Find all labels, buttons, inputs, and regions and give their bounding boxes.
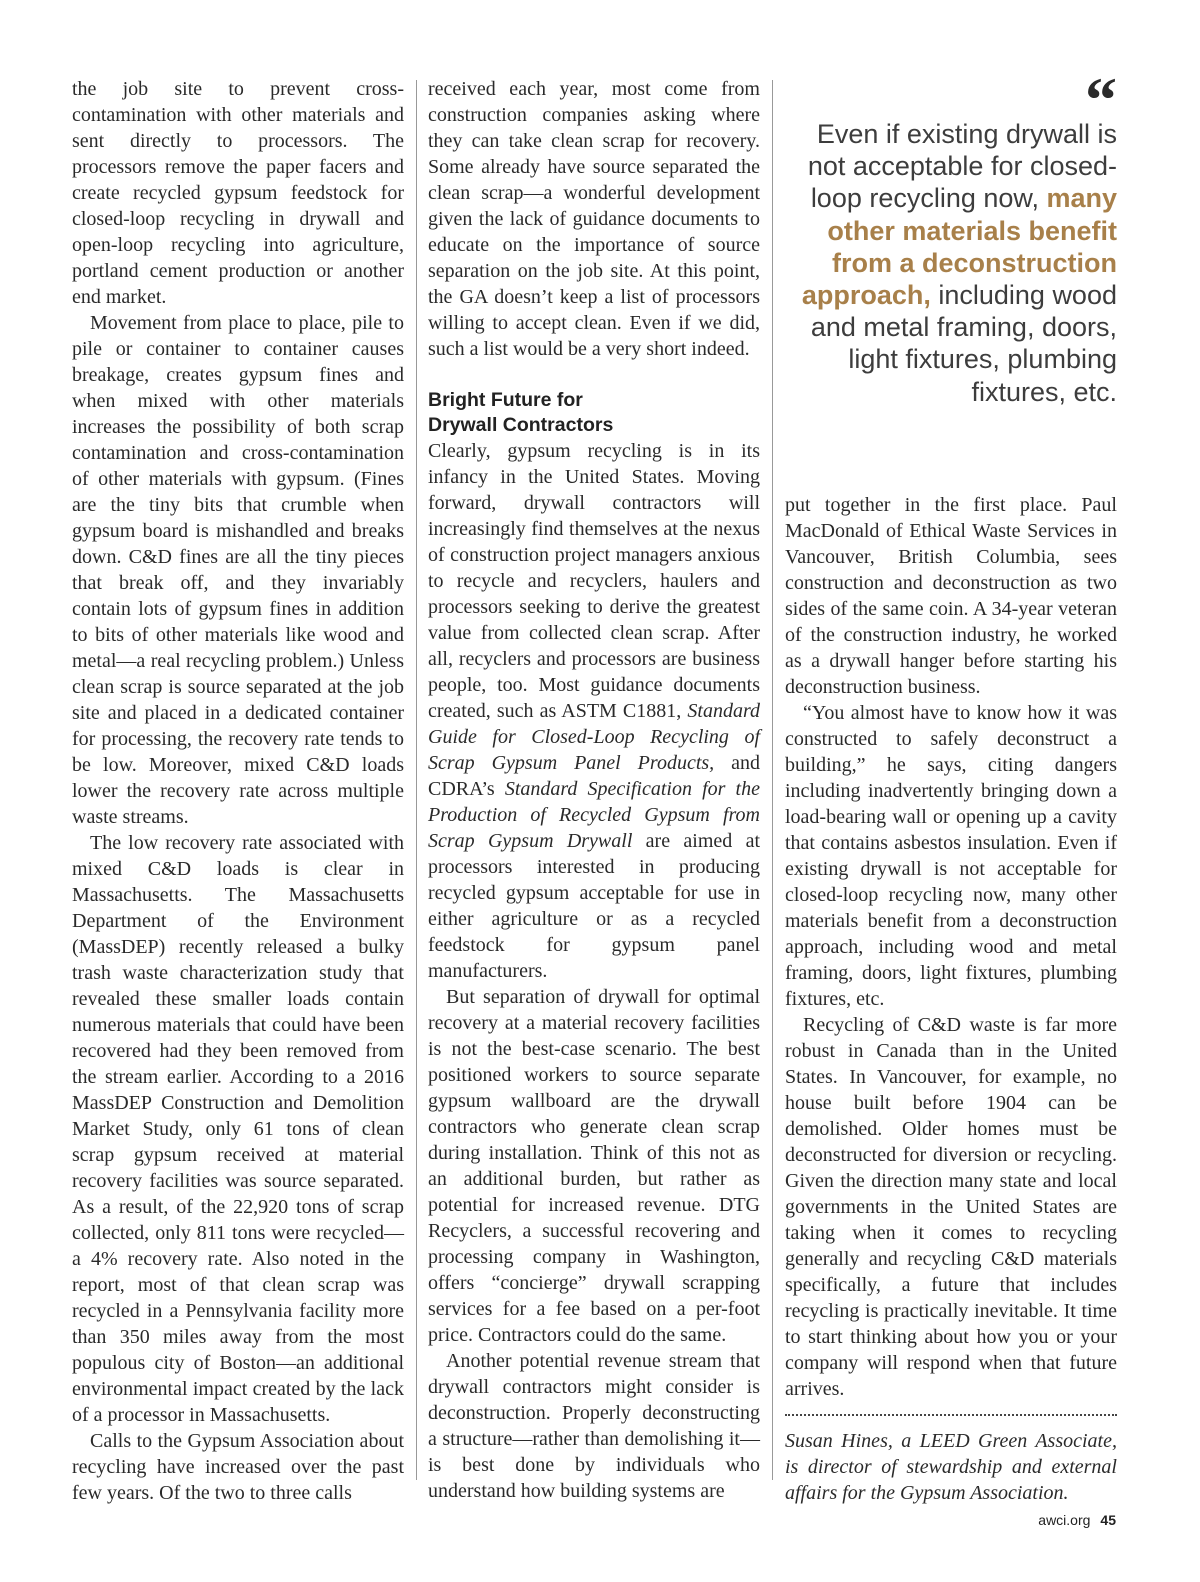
heading-line: Drywall Contractors bbox=[428, 414, 614, 436]
column-divider bbox=[416, 80, 417, 1480]
quote-highlight: many other materials benefit from a deconstruction approach, bbox=[801, 183, 1117, 311]
quote-text: Even if existing drywall is not acceptable for closed-loop recycling now, bbox=[807, 119, 1117, 214]
text: and CDRA’s bbox=[428, 752, 760, 800]
paragraph: The low recovery rate associated with mixed C&D loads is clear in Massachusetts. The Massachusetts Department of the Environment (MassDEP) recently released a bulky trash waste characterization study that revealed these smaller loads contain numerous materials that could have been recovered had they been removed from the stream earlier. According to a 2016 MassDEP Construction and Demolition Market Study, only 61 tons of clean scrap gypsum received at material recovery facilities was source separated. As a result, of the 22,920 tons of scrap collected, only 811 tons were recycled—a 4% recovery rate. Also noted in the report, most of that clean scrap was recycled in a Pennsylvania facility more than 350 miles away from the most populous city of Boston—an additional environmental impact created by the lack of a processor in Massachusetts. bbox=[72, 832, 404, 1426]
paragraph: “You almost have to know how it was constructed to safely deconstruct a building,” he says, citing dangers including inadvertently bringing down a load-bearing wall or opening up a cavity that contains asbestos insulation. Even if existing drywall is not acceptable for closed-loop recycling now, many other materials benefit from a deconstruction approach, including wood and metal framing, doors, light fixtures, plumbing fixtures, etc. bbox=[785, 702, 1117, 1010]
paragraph: But separation of drywall for optimal recovery at a material recovery facilities is not the best-case scenario. The best positioned workers to source separate gypsum wallboard are the drywall contractors who generate clean scrap during installation. Think of this not as an additional burden, but rather as potential for increased revenue. DTG Recyclers, a successful recovering and processing company in Washington, offers “concierge” drywall scrapping services for a fee based on a per-foot price. Contractors could do the same. bbox=[428, 986, 760, 1346]
text: are aimed at processors interested in producing recycled gypsum acceptable for use in either agriculture or as a recycled feedstock for gypsum panel manufacturers. bbox=[428, 830, 760, 982]
paragraph: Another potential revenue stream that drywall contractors might consider is deconstruction. Properly deconstructing a structure—rather than demolishing it—is best done by individuals who understand how building systems are bbox=[428, 1350, 760, 1502]
quote-mark-icon: “ bbox=[1085, 64, 1117, 135]
site-url: awci.org bbox=[1038, 1512, 1091, 1528]
page-footer bbox=[1038, 1512, 1116, 1528]
paragraph: put together in the first place. Paul MacDonald of Ethical Waste Services in Vancouver, British Columbia, sees construction and deconstruction as two sides of the same coin. A 34-year veteran of the construction industry, he worked as a drywall hanger before starting his deconstruction business. bbox=[785, 494, 1117, 698]
section-heading bbox=[428, 388, 760, 438]
heading-line: Bright Future for bbox=[428, 389, 583, 411]
paragraph: Calls to the Gypsum Association about recycling have increased over the past few years. Of the two to three calls bbox=[72, 1430, 404, 1504]
standard-title: Standard Specification for the Production of Recycled Gypsum from Scrap Gypsum Drywall bbox=[428, 778, 760, 852]
pull-quote bbox=[800, 64, 1117, 408]
author-bio: Susan Hines, a LEED Green Associate, is director of stewardship and external affairs for the Gypsum Association. bbox=[785, 1430, 1117, 1504]
column-divider bbox=[772, 80, 773, 1480]
dotted-divider bbox=[785, 1414, 1117, 1416]
text: Clearly, gypsum recycling is in its infancy in the United States. Moving forward, drywall contractors will increasingly find themselves at the nexus of construction project managers anxious to recycle and recyclers, haulers and processors seeking to derive the greatest value from collected clean scrap. After all, recyclers and processors are business people, too. Most guidance documents created, such as ASTM C1881, bbox=[428, 440, 760, 722]
article-column-3 bbox=[785, 492, 1117, 1506]
quote-text: including wood and metal framing, doors, light fixtures, plumbing fixtures, etc. bbox=[810, 280, 1117, 407]
standard-title: Standard Guide for Closed-Loop Recycling of Scrap Gypsum Panel Products, bbox=[428, 700, 760, 774]
paragraph: received each year, most come from construction companies asking where they can take clean scrap for recovery. Some already have source separated the clean scrap—a wonderful development given the lack of guidance documents to educate on the importance of source separation on the job site. At this point, the GA doesn’t keep a list of processors willing to accept clean. Even if we did, such a list would be a very short indeed. bbox=[428, 78, 760, 360]
article-column-2 bbox=[428, 76, 760, 1504]
article-column-1 bbox=[72, 76, 404, 1506]
paragraph: Movement from place to place, pile to pile or container to container causes breakage, creates gypsum fines and when mixed with other materials increases the possibility of both scrap contamination and cross-contamination of other materials with gypsum. (Fines are the tiny bits that crumble when gypsum board is mishandled and breaks down. C&D fines are all the tiny pieces that break off, and they invariably contain lots of gypsum fines in addition to bits of other materials like wood and metal—a real recycling problem.) Unless clean scrap is source separated at the job site and placed in a dedicated container for processing, the recovery rate tends to be low. Moreover, mixed C&D loads lower the recovery rate across multiple waste streams. bbox=[72, 312, 404, 828]
paragraph bbox=[428, 438, 760, 984]
page-number: 45 bbox=[1100, 1512, 1116, 1528]
paragraph: the job site to prevent cross-contamination with other materials and sent directly to processors. The processors remove the paper facers and create recycled gypsum feedstock for closed-loop recycling in drywall and open-loop recycling into agriculture, portland cement production or another end market. bbox=[72, 78, 404, 308]
paragraph: Recycling of C&D waste is far more robust in Canada than in the United States. In Vancouver, for example, no house built before 1904 can be demolished. Older homes must be deconstructed for diversion or recycling. Given the direction many state and local governments in the United States are taking when it comes to recycling generally and recycling C&D materials specifically, a future that includes recycling is practically inevitable. It time to start thinking about how you or your company will respond when that future arrives. bbox=[785, 1014, 1117, 1400]
